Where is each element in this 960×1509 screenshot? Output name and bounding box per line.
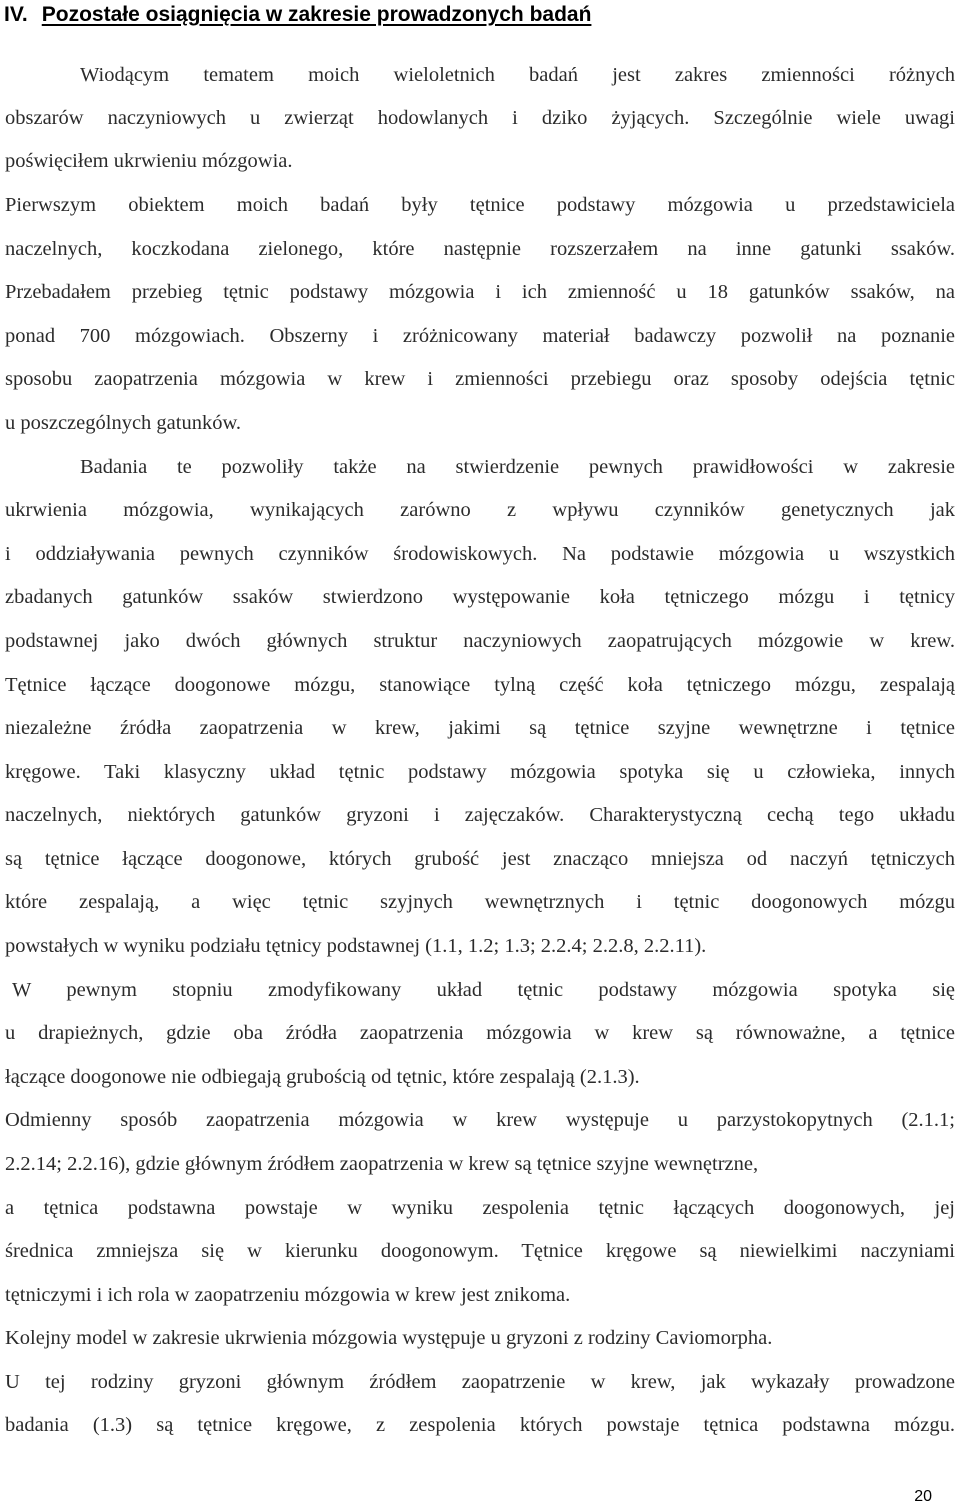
text-line: Badania te pozwoliły także na stwierdzenie pewnych prawidłowości w zakresie	[80, 456, 955, 478]
text-line: poświęciłem ukrwieniu mózgowia.	[5, 150, 293, 172]
text-line: tętniczymi i ich rola w zaopatrzeniu mózgowia w krew jest znikoma.	[5, 1284, 571, 1306]
text-line: Tętnice łączące doogonowe mózgu, stanowiące tylną część koła tętniczego mózgu, zespalają	[5, 674, 955, 696]
text-line: ukrwienia mózgowia, wynikających zarówno z wpływu czynników genetycznych jak	[5, 499, 955, 521]
text-line: u drapieżnych, gdzie oba źródła zaopatrzenia mózgowia w krew są równoważne, a tętnice	[5, 1022, 955, 1044]
text-line: Odmienny sposób zaopatrzenia mózgowia w krew występuje u parzystokopytnych (2.1.1;	[5, 1109, 955, 1131]
text-line: naczelnych, niektórych gatunków gryzoni i zajęczaków. Charakterystyczną cechą tego układu	[5, 804, 955, 826]
text-line: 2.2.14; 2.2.16), gdzie głównym źródłem zaopatrzenia w krew są tętnice szyjne wewnętrzne,	[5, 1153, 759, 1175]
text-line: które zespalają, a więc tętnic szyjnych wewnętrznych i tętnic doogonowych mózgu	[5, 891, 955, 913]
text-line: zbadanych gatunków ssaków stwierdzono występowanie koła tętniczego mózgu i tętnicy	[5, 586, 955, 608]
text-line: Wiodącym tematem moich wieloletnich badań jest zakres zmienności różnych	[80, 64, 955, 86]
page-number: 20	[914, 1488, 932, 1505]
text-line: a tętnica podstawna powstaje w wyniku zespolenia tętnic łączących doogonowych, jej	[5, 1197, 955, 1219]
section-number: IV.	[4, 3, 28, 26]
text-line: naczelnych, koczkodana zielonego, które następnie rozszerzałem na inne gatunki ssaków.	[5, 238, 955, 260]
text-line: sposobu zaopatrzenia mózgowia w krew i zmienności przebiegu oraz sposoby odejścia tętnic	[5, 368, 955, 390]
text-line: Pierwszym obiektem moich badań były tętnice podstawy mózgowia u przedstawiciela	[5, 194, 955, 216]
text-line: łączące doogonowe nie odbiegają grubością od tętnic, które zespalają (2.1.3).	[5, 1066, 640, 1088]
text-line: Przebadałem przebieg tętnic podstawy mózgowia i ich zmienność u 18 gatunków ssaków, na	[5, 281, 955, 303]
text-line: ponad 700 mózgowiach. Obszerny i zróżnicowany materiał badawczy pozwolił na poznanie	[5, 325, 955, 347]
text-line: niezależne źródła zaopatrzenia w krew, jakimi są tętnice szyjne wewnętrzne i tętnice	[5, 717, 955, 739]
section-heading	[4, 0, 591, 30]
text-line: są tętnice łączące doogonowe, których grubość jest znacząco mniejsza od naczyń tętniczych	[5, 848, 955, 870]
text-line: podstawnej jako dwóch głównych struktur naczyniowych zaopatrujących mózgowie w krew.	[5, 630, 955, 652]
text-line: i oddziaływania pewnych czynników środowiskowych. Na podstawie mózgowia u wszystkich	[5, 543, 955, 565]
text-line: u poszczególnych gatunków.	[5, 412, 242, 434]
text-line: powstałych w wyniku podziału tętnicy podstawnej (1.1, 1.2; 1.3; 2.2.4; 2.2.8, 2.2.11).	[5, 935, 707, 957]
text-line: W pewnym stopniu zmodyfikowany układ tętnic podstawy mózgowia spotyka się	[12, 979, 955, 1001]
section-title: Pozostałe osiągnięcia w zakresie prowadzonych badań	[41, 3, 592, 26]
text-line: Kolejny model w zakresie ukrwienia mózgowia występuje u gryzoni z rodziny Caviomorpha.	[5, 1327, 773, 1349]
text-line: obszarów naczyniowych u zwierząt hodowlanych i dziko żyjących. Szczególnie wiele uwagi	[5, 107, 955, 129]
text-line: średnica zmniejsza się w kierunku doogonowym. Tętnice kręgowe są niewielkimi naczyniami	[5, 1240, 955, 1262]
text-line: kręgowe. Taki klasyczny układ tętnic podstawy mózgowia spotyka się u człowieka, innych	[5, 761, 955, 783]
text-line: U tej rodziny gryzoni głównym źródłem zaopatrzenie w krew, jak wykazały prowadzone	[5, 1371, 955, 1393]
text-line: badania (1.3) są tętnice kręgowe, z zespolenia których powstaje tętnica podstawna mózgu.	[5, 1414, 955, 1436]
